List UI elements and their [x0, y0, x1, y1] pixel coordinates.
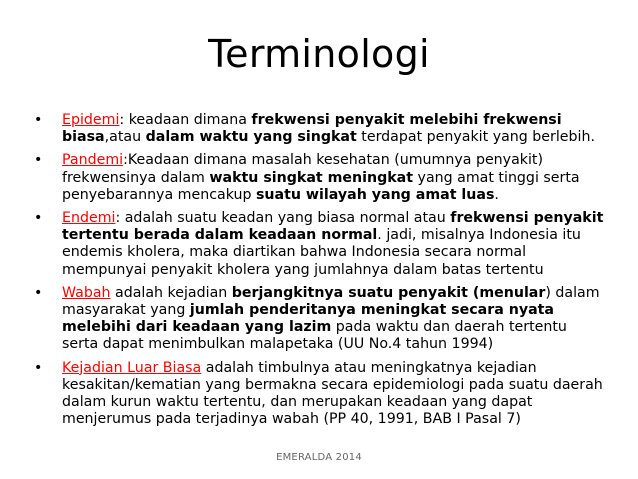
- term-epidemi: Epidemi: [62, 112, 120, 128]
- definition-text: pada waktu dan daerah tertentu serta dapat menimbulkan malapetaka (UU No.4 tahun 1994): [62, 319, 567, 353]
- list-item: [34, 210, 604, 279]
- definition-text: : adalah suatu keadan yang biasa normal atau: [115, 210, 451, 227]
- terminology-list: [34, 112, 604, 434]
- definition-text-bold: suatu wilayah yang amat luas: [255, 186, 495, 203]
- definition-text-bold: waktu singkat meningkat: [209, 169, 414, 186]
- bullet-icon: •: [34, 210, 43, 227]
- definition-text-bold: frekwensi penyakit melebihi frekwensi biasa: [62, 112, 562, 146]
- bullet-icon: •: [34, 152, 43, 169]
- definition-text: ,atau: [104, 129, 146, 146]
- definition-text: : keadaan dimana: [119, 112, 252, 128]
- definition-text: adalah timbulnya atau meningkatnya kejadian kesakitan/kematian yang bermakna secara epidemiologi pada suatu daerah dalam kurun waktu tertentu, dan merupakan keadaan yang dapat menjerumus pada terjadinya wabah (PP 40, 1991, BAB I Pasal 7): [62, 359, 603, 428]
- bullet-icon: •: [34, 284, 43, 301]
- definition-text-bold: jumlah penderitanya meningkat secara nyata melebihi dari keadaan yang lazim: [62, 302, 555, 336]
- term-wabah: Wabah: [62, 284, 111, 301]
- slide-title: Terminologi: [208, 32, 430, 76]
- definition-text: :Keadaan dimana masalah kesehatan (umumnya penyakit) frekwensinya dalam: [62, 152, 544, 186]
- definition-text: yang amat tinggi serta penyebarannya mencakup: [62, 169, 580, 203]
- definition-text: terdapat penyakit yang berlebih.: [356, 129, 595, 146]
- list-item: [34, 360, 604, 429]
- list-item: [34, 285, 604, 354]
- definition-text-bold: berjangkitnya suatu penyakit (menular: [231, 284, 546, 301]
- definition-text-bold: dalam waktu yang singkat: [145, 129, 357, 146]
- term-pandemi: Pandemi: [62, 152, 124, 169]
- definition-text: . jadi, misalnya Indonesia itu endemis kholera, maka diartikan bahwa Indonesia secara normal mempunyai penyakit kholera yang jumlahnya dalam batas tertentu: [62, 227, 581, 278]
- bullet-icon: •: [34, 359, 43, 376]
- bullet-icon: •: [34, 112, 43, 128]
- term-kejadian-luar-biasa: Kejadian Luar Biasa: [62, 359, 202, 376]
- term-endemi: Endemi: [62, 210, 116, 227]
- slide-footer: EMERALDA 2014: [276, 452, 362, 463]
- list-item: [34, 112, 604, 146]
- definition-text: ) dalam masyarakat yang: [62, 284, 600, 319]
- definition-text-bold: frekwensi penyakit tertentu berada dalam keadaan normal: [62, 210, 604, 244]
- definition-text: .: [494, 186, 499, 203]
- definition-text: adalah kejadian: [110, 284, 232, 301]
- list-item: [34, 152, 604, 204]
